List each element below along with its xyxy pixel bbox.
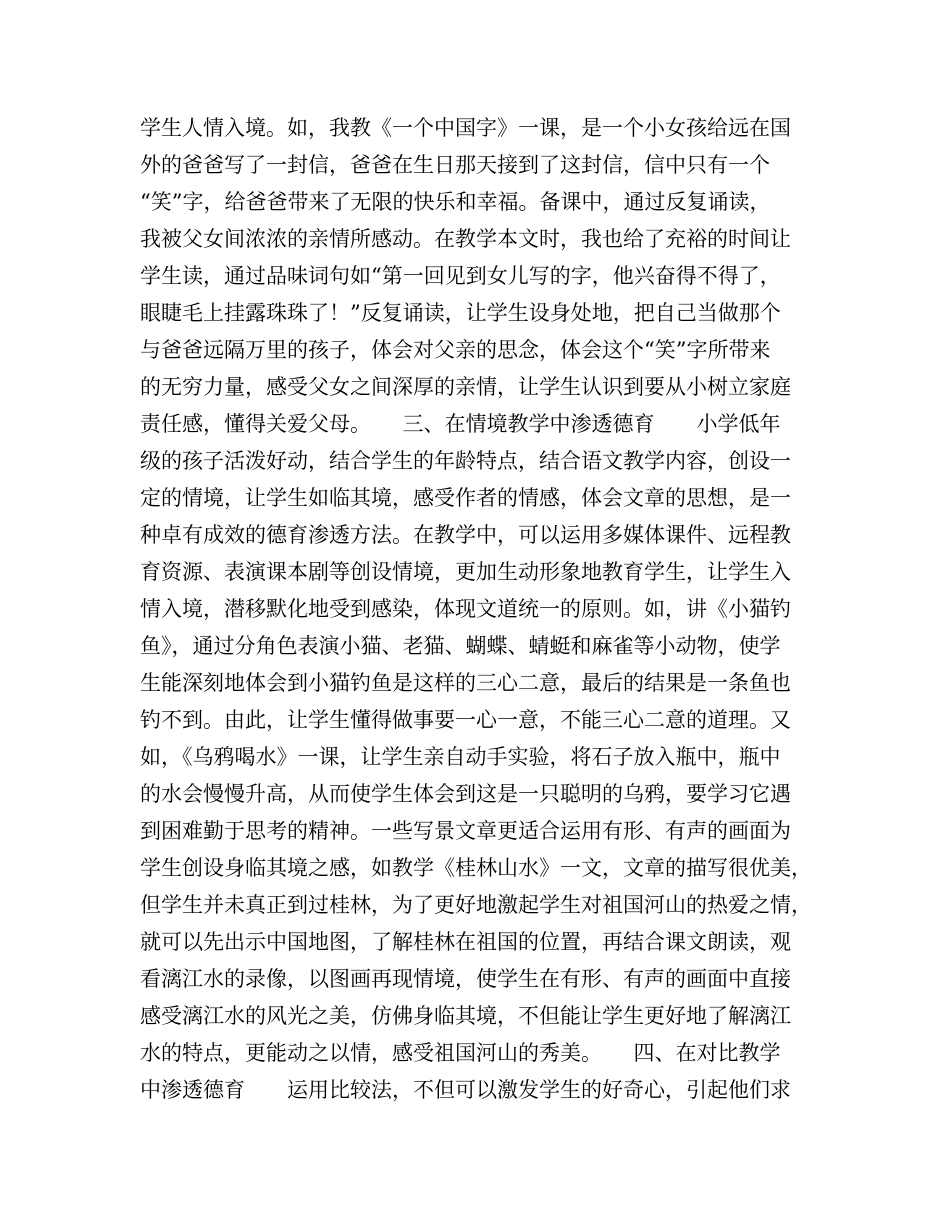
text-line: 就可以先出示中国地图，了解桂林在祖国的位置，再结合课文朗读，观 <box>140 930 791 954</box>
text-line: 眼睫毛上挂露珠珠了！”反复诵读，让学生设身处地，把自己当做那个 <box>140 301 781 325</box>
text-line: “笑”字，给爸爸带来了无限的快乐和幸福。备课中，通过反复诵读， <box>140 190 771 214</box>
text-line: 中渗透德育 运用比较法，不但可以激发学生的好奇心，引起他们求 <box>140 1078 791 1102</box>
text-line: 钓不到。由此，让学生懂得做事要一心一意，不能三心二意的道理。又 <box>140 708 791 732</box>
text-line: 看漓江水的录像，以图画再现情境，使学生在有形、有声的画面中直接 <box>140 967 791 991</box>
text-line: 责任感，懂得关爱父母。 三、在情境教学中渗透德育 小学低年 <box>140 412 781 436</box>
text-line: 外的爸爸写了一封信，爸爸在生日那天接到了这封信，信中只有一个 <box>140 153 770 177</box>
text-line: 学生读，通过品味词句如“第一回见到女儿写的字，他兴奋得不得了， <box>140 264 781 288</box>
text-line: 水的特点，更能动之以情，感受祖国河山的秀美。 四、在对比教学 <box>140 1041 781 1065</box>
text-line: 定的情境，让学生如临其境，感受作者的情感，体会文章的思想，是一 <box>140 486 791 510</box>
text-line: 情入境，潜移默化地受到感染，体现文道统一的原则。如，讲《小猫钓 <box>140 597 791 621</box>
text-line: 但学生并未真正到过桂林，为了更好地激起学生对祖国河山的热爱之情， <box>140 893 812 917</box>
text-line: 与爸爸远隔万里的孩子，体会对父亲的思念，体会这个“笑”字所带来 <box>140 338 771 362</box>
text-line: 感受漓江水的风光之美，仿佛身临其境，不但能让学生更好地了解漓江 <box>140 1004 791 1028</box>
text-line: 鱼》，通过分角色表演小猫、老猫、蝴蝶、蜻蜓和麻雀等小动物，使学 <box>140 634 781 658</box>
text-line: 级的孩子活泼好动，结合学生的年龄特点，结合语文教学内容，创设一 <box>140 449 791 473</box>
text-line: 到困难勤于思考的精神。一些写景文章更适合运用有形、有声的画面为 <box>140 819 791 843</box>
text-line: 育资源、表演课本剧等创设情境，更加生动形象地教育学生，让学生入 <box>140 560 791 584</box>
text-line: 如，《乌鸦喝水》一课，让学生亲自动手实验，将石子放入瓶中，瓶中 <box>140 745 781 769</box>
text-line: 种卓有成效的德育渗透方法。在教学中，可以运用多媒体课件、远程教 <box>140 523 791 547</box>
text-line: 生能深刻地体会到小猫钓鱼是这样的三心二意，最后的结果是一条鱼也 <box>140 671 791 695</box>
body-text <box>140 110 820 1109</box>
text-line: 的无穷力量，感受父女之间深厚的亲情，让学生认识到要从小树立家庭 <box>140 375 791 399</box>
text-line: 的水会慢慢升高，从而使学生体会到这是一只聪明的乌鸦，要学习它遇 <box>140 782 791 806</box>
text-line: 学生人情入境。如，我教《一个中国字》一课，是一个小女孩给远在国 <box>140 116 791 140</box>
text-line: 我被父女间浓浓的亲情所感动。在教学本文时，我也给了充裕的时间让 <box>140 227 791 251</box>
text-line: 学生创设身临其境之感，如教学《桂林山水》一文，文章的描写很优美， <box>140 856 812 880</box>
